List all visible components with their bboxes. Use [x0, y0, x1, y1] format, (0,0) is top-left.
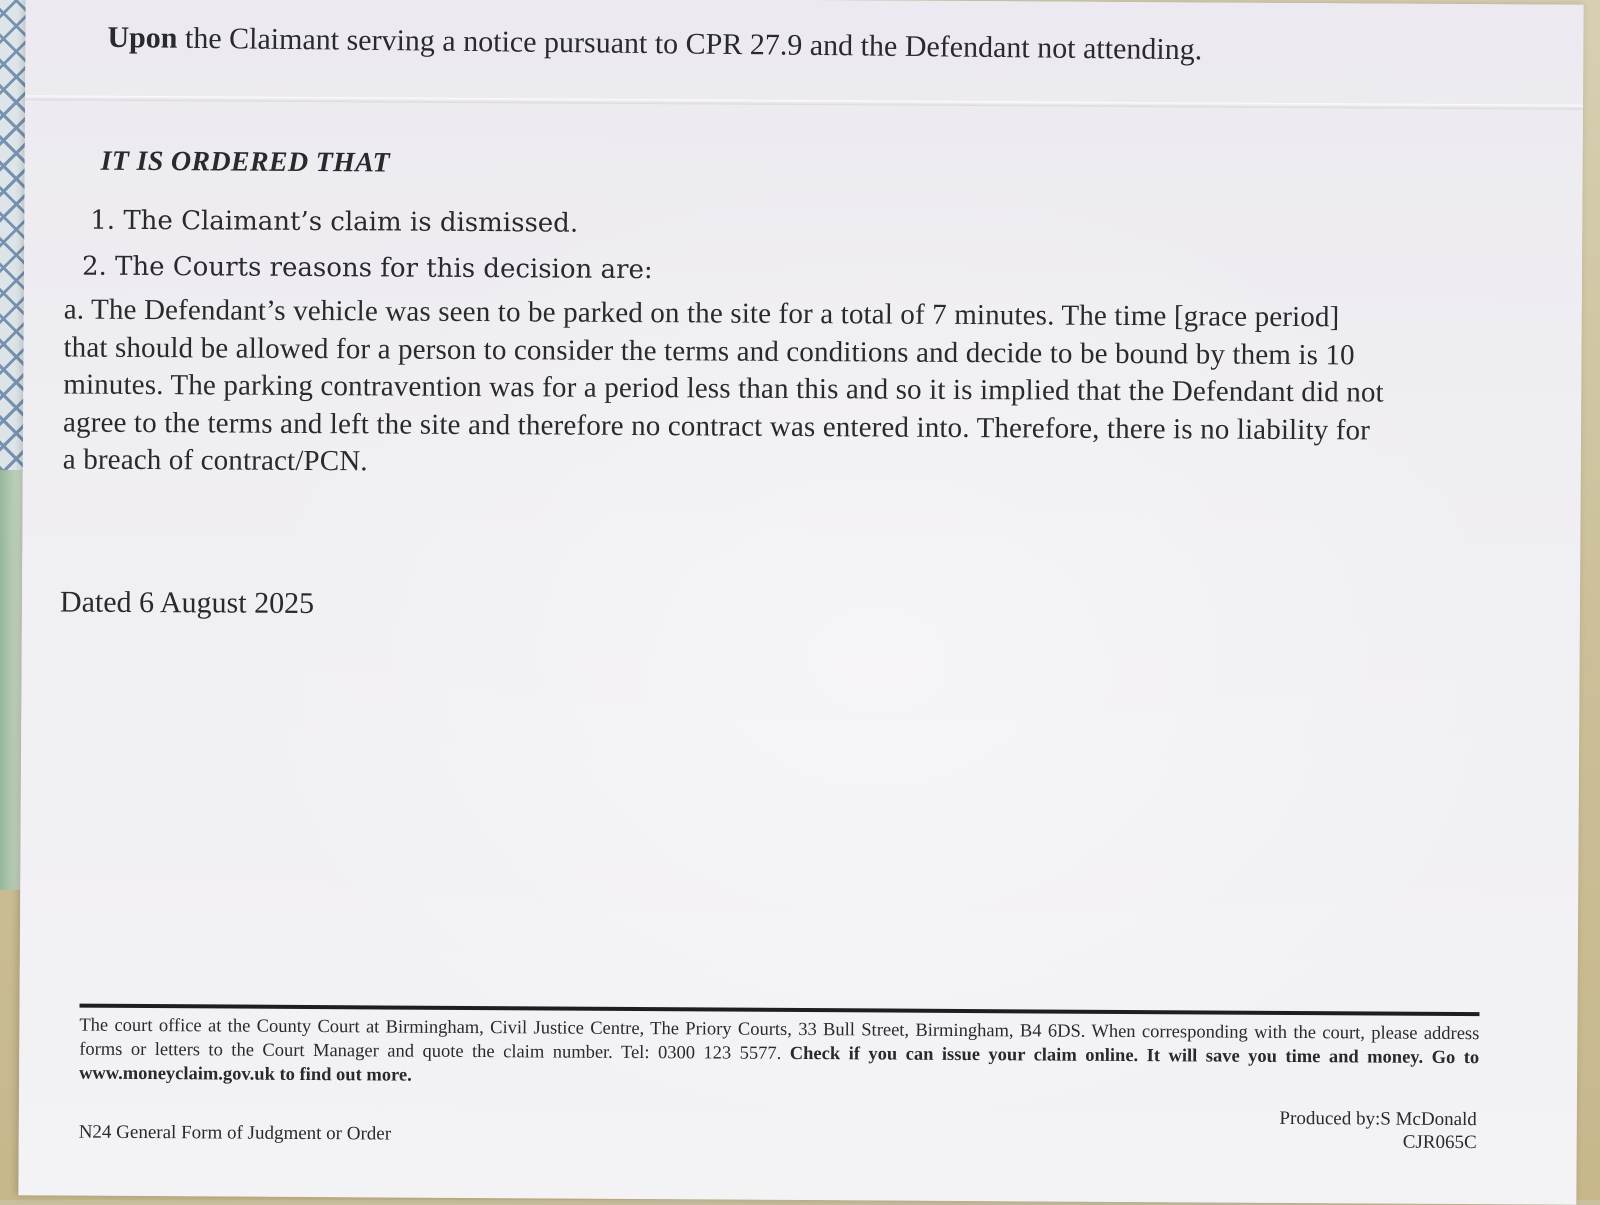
order-item-2: 2. The Courts reasons for this decision are: — [81, 251, 653, 286]
produced-by-block — [1279, 1107, 1477, 1154]
order-item-1: 1. The Claimant’s claim is dismissed. — [90, 205, 579, 239]
court-office-notice — [79, 1014, 1479, 1095]
reasons-line: that should be allowed for a person to consider the terms and conditions and decide to be bound by them is 10 — [63, 330, 1355, 371]
upon-statement-text: the Claimant serving a notice pursuant to CPR 27.9 and the Defendant not attending. — [177, 21, 1203, 67]
reasons-line: minutes. The parking contravention was for a period less than this and so it is implied that the Defendant did not — [63, 368, 1384, 409]
reasons-line: a. The Defendant’s vehicle was seen to be parked on the site for a total of 7 minutes. The time [grace period] — [63, 293, 1340, 334]
reasons-line: a breach of contract/PCN. — [62, 443, 368, 478]
reasons-paragraph — [63, 291, 1512, 487]
reasons-line: agree to the terms and left the site and therefore no contract was entered into. Therefore, there is no liability for — [62, 405, 1371, 446]
court-order-paper — [18, 0, 1583, 1205]
ordered-heading: IT IS ORDERED THAT — [100, 145, 391, 179]
online-claim-notice: Check if you can issue your claim online. It will save you time and money. Go to www.moneyclaim.gov.uk to find out more. — [79, 1043, 1480, 1086]
form-reference: CJR065C — [1402, 1131, 1477, 1154]
paper-fold-line — [25, 95, 1583, 110]
produced-by: Produced by:S McDonald — [1279, 1107, 1477, 1131]
dated-line: Dated 6 August 2025 — [59, 585, 315, 621]
court-office-text: The court office at the County Court at Birmingham, Civil Justice Centre, The Priory Courts, 33 Bull Street, Birmingham, B4 6DS. When corresponding with the court, please address forms or letters to the Court Manager and quote the claim number. Tel: 0300 123 5577. — [79, 1015, 1480, 1064]
form-name: N24 General Form of Judgment or Order — [78, 1121, 392, 1145]
upon-statement — [107, 21, 1202, 67]
upon-bold-word: Upon — [107, 20, 178, 55]
